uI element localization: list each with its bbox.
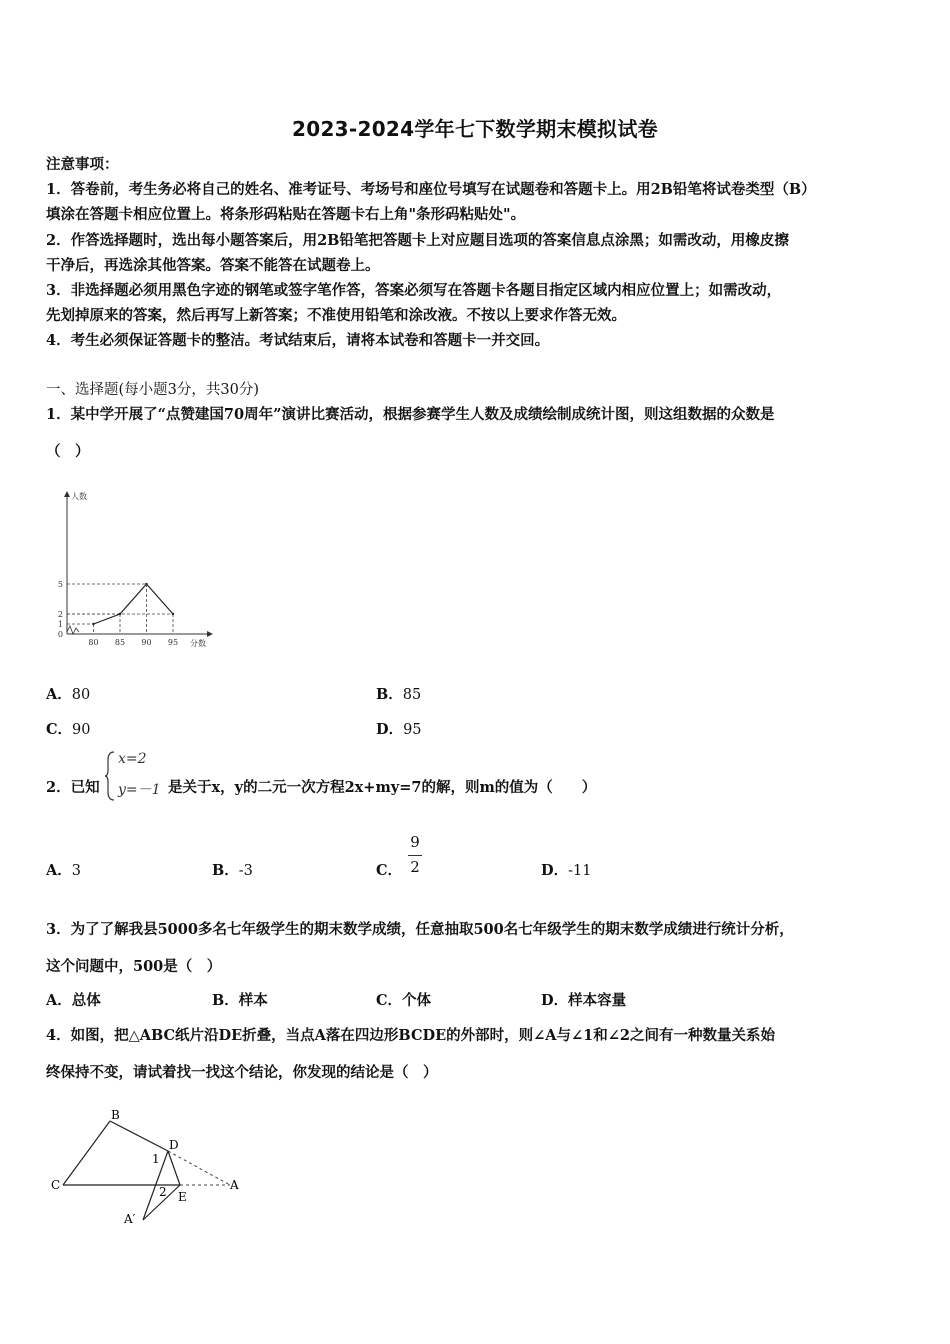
notice-line: 1．答卷前，考生务必将自己的姓名、准考证号、考场号和座位号填写在试题卷和答题卡上。用2B铅笔将试卷类型（B） — [46, 181, 816, 198]
x-tick-label: 85 — [114, 638, 126, 647]
q2-system-line1: x=2 — [118, 751, 147, 767]
q1-option-c[interactable]: C．90 — [46, 721, 91, 738]
data-point — [119, 613, 121, 615]
notice-line: 3．非选择题必须用黑色字迹的钢笔或签字笔作答，答案必须写在答题卡各题目指定区域内相应位置上；如需改动， — [46, 282, 782, 299]
axis-break-icon — [67, 626, 79, 634]
notice-heading: 注意事项： — [46, 156, 119, 173]
fold-line-de — [168, 1151, 180, 1185]
origin-label: 0 — [57, 630, 63, 639]
segment-bc — [63, 1121, 110, 1185]
label-angle-2: 2 — [159, 1185, 167, 1199]
x-tick-label: 95 — [167, 638, 179, 647]
label-a: A — [230, 1178, 239, 1192]
brace-icon — [104, 750, 118, 802]
label-b: B — [111, 1108, 120, 1122]
page-title: 2023-2024学年七下数学期末模拟试卷 — [292, 117, 658, 141]
q1-option-d[interactable]: D．95 — [376, 721, 422, 738]
x-tick-label: 80 — [88, 638, 99, 647]
q3-text: 3．为了了解我县5000多名七年级学生的期末数学成绩，任意抽取500名七年级学生的期末数学成绩进行统计分析， — [46, 921, 794, 938]
q1-line-chart — [50, 488, 220, 650]
q2-option-d[interactable]: D．-11 — [541, 862, 592, 879]
y-axis-label: 人数 — [71, 492, 87, 501]
section-heading: 一、选择题(每小题3分，共30分) — [46, 382, 259, 398]
segment-da-dashed — [168, 1151, 230, 1185]
label-e: E — [178, 1190, 187, 1204]
data-point — [172, 613, 174, 615]
q1-text-answer-blank: （ ） — [46, 443, 90, 460]
q4-text: 4．如图，把△ABC纸片沿DE折叠，当点A落在四边形BCDE的外部时，则∠A与∠1和∠2之间有一种数量关系始 — [46, 1027, 775, 1044]
fraction-bar — [408, 855, 422, 856]
label-c: C — [51, 1178, 61, 1192]
notice-line: 2．作答选择题时，选出每小题答案后，用2B铅笔把答题卡上对应题目选项的答案信息点涂黑；如需改动，用橡皮擦 — [46, 232, 789, 249]
fraction-numerator: 9 — [410, 833, 420, 851]
q2-text: 是关于x，y的二元一次方程2x+my=7的解，则m的值为（ ） — [168, 779, 597, 796]
q2-option-b[interactable]: B．-3 — [212, 862, 253, 879]
x-axis-label: 分数 — [190, 639, 206, 648]
notice-line: 填涂在答题卡相应位置上。将条形码粘贴在答题卡右上角"条形码粘贴处"。 — [46, 206, 526, 223]
label-a-prime: A′ — [124, 1212, 136, 1226]
q3-text: 这个问题中，500是（ ） — [46, 958, 222, 975]
q4-text: 终保持不变，请试着找一找这个结论，你发现的结论是（ ） — [46, 1064, 438, 1081]
q2-prefix: 2．已知 — [46, 779, 100, 796]
series-line — [94, 584, 174, 624]
notice-line: 干净后，再选涂其他答案。答案不能答在试题卷上。 — [46, 257, 380, 274]
fraction-denominator: 2 — [410, 858, 420, 876]
data-point — [145, 583, 147, 585]
y-tick-label: 1 — [57, 620, 63, 629]
y-tick-label: 5 — [57, 580, 63, 589]
q2-system-line2: y=－1 — [118, 782, 161, 798]
label-angle-1: 1 — [152, 1152, 160, 1166]
q1-option-b[interactable]: B．85 — [376, 686, 422, 703]
label-d: D — [169, 1138, 179, 1152]
q3-option-d[interactable]: D．样本容量 — [541, 992, 627, 1009]
x-tick-label: 90 — [141, 638, 152, 647]
q3-option-c[interactable]: C．个体 — [376, 992, 432, 1009]
notice-line: 4．考生必须保证答题卡的整洁。考试结束后，请将本试卷和答题卡一并交回。 — [46, 332, 550, 349]
q4-triangle-figure — [48, 1105, 248, 1230]
notice-line: 先划掉原来的答案，然后再写上新答案；不准使用铅笔和涂改液。不按以上要求作答无效。 — [46, 307, 626, 324]
q3-option-b[interactable]: B．样本 — [212, 992, 268, 1009]
y-tick-label: 2 — [57, 610, 63, 619]
q2-option-a[interactable]: A．3 — [46, 862, 81, 879]
q1-text: 1．某中学开展了“点赞建国70周年”演讲比赛活动，根据参赛学生人数及成绩绘制成统计图，则这组数据的众数是 — [46, 406, 775, 423]
segment-bd — [110, 1121, 168, 1151]
q3-option-a[interactable]: A．总体 — [46, 992, 101, 1009]
q1-option-a[interactable]: A．80 — [46, 686, 91, 703]
data-point — [92, 623, 94, 625]
q2-option-c[interactable]: C． — [376, 862, 403, 879]
